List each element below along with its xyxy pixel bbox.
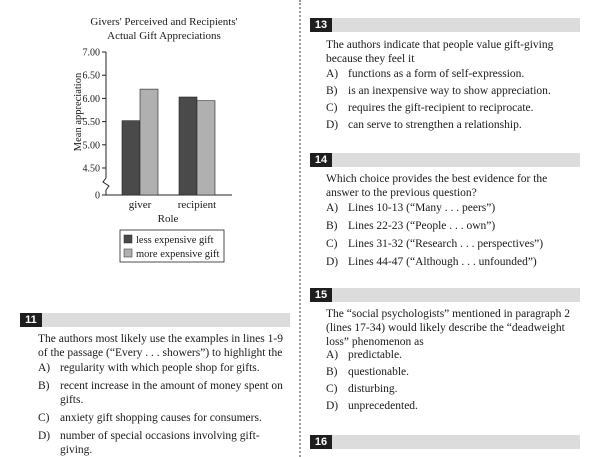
question-15-option-c[interactable] <box>326 382 576 396</box>
y-tick-label: 7.00 <box>82 47 100 59</box>
option-letter: C) <box>326 238 338 250</box>
legend-label: more expensive gift <box>136 249 220 260</box>
bar-recipient-less-expensive <box>179 97 197 195</box>
option-text: number of special occasions involving gift-giving. <box>60 430 260 456</box>
y-tick-label: 4.50 <box>82 163 100 175</box>
option-text: is an inexpensive way to show appreciation. <box>348 85 551 97</box>
option-letter: D) <box>326 256 339 268</box>
option-text: Lines 31-32 (“Research . . . perspectives”) <box>348 238 544 250</box>
question-11-option-c[interactable] <box>38 411 283 425</box>
option-text: anxiety gift shopping causes for consumers. <box>60 412 262 424</box>
option-text: questionable. <box>348 366 409 378</box>
question-15-option-a[interactable] <box>326 348 576 362</box>
column-divider <box>299 0 301 457</box>
question-14-options <box>326 201 576 269</box>
y-tick-label: 5.50 <box>82 117 100 129</box>
option-letter: A) <box>38 362 51 374</box>
bar-giver-more-expensive <box>140 89 158 195</box>
question-13-option-a[interactable] <box>326 67 576 81</box>
question-14-number: 14 <box>310 153 332 167</box>
option-letter: A) <box>326 68 339 80</box>
y-axis-label: Mean appreciation <box>73 72 84 152</box>
question-16-number: 16 <box>310 435 332 449</box>
question-13-option-d[interactable] <box>326 118 576 132</box>
y-tick-label: 5.00 <box>82 140 100 152</box>
axis-break-mark <box>103 178 109 190</box>
y-tick-label: 0 <box>95 190 100 202</box>
option-text: requires the gift-recipient to reciprocate. <box>348 102 534 114</box>
question-14-stem: Which choice provides the best evidence for the answer to the previous question? <box>326 173 548 199</box>
option-letter: D) <box>38 430 51 442</box>
bar-giver-less-expensive <box>122 121 140 195</box>
question-11-option-b[interactable] <box>38 379 283 407</box>
question-11-stem: The authors most likely use the examples in lines 1-9 of the passage (“Every . . . showers”) to highlight the <box>38 333 283 359</box>
question-16-header <box>310 435 580 449</box>
legend-swatch <box>124 235 132 243</box>
question-13-option-b[interactable] <box>326 84 576 98</box>
option-text: Lines 22-23 (“People . . . own”) <box>348 220 496 232</box>
option-text: predictable. <box>348 349 402 361</box>
option-letter: A) <box>326 202 339 214</box>
option-text: regularity with which people shop for gifts. <box>60 362 260 374</box>
question-14-option-c[interactable] <box>326 237 576 251</box>
question-14-option-d[interactable] <box>326 255 576 269</box>
question-11-header <box>20 313 290 327</box>
question-13-option-c[interactable] <box>326 101 576 115</box>
option-letter: B) <box>326 220 338 232</box>
question-15-options <box>326 348 576 413</box>
question-11-option-d[interactable] <box>38 429 283 457</box>
x-tick-label: recipient <box>177 199 217 211</box>
option-text: unprecedented. <box>348 400 418 412</box>
legend-label: less expensive gift <box>136 235 214 246</box>
bar-recipient-more-expensive <box>197 101 215 195</box>
option-text: functions as a form of self-expression. <box>348 68 525 80</box>
question-11-number: 11 <box>20 313 42 327</box>
option-text: recent increase in the amount of money spent on gifts. <box>60 380 283 406</box>
question-11-option-a[interactable] <box>38 361 283 375</box>
question-11-options <box>38 361 283 457</box>
option-text: disturbing. <box>348 383 398 395</box>
question-15-option-b[interactable] <box>326 365 576 379</box>
option-text: Lines 10-13 (“Many . . . peers”) <box>348 202 496 214</box>
option-letter: D) <box>326 400 339 412</box>
y-tick-label: 6.50 <box>82 70 100 82</box>
question-13-stem: The authors indicate that people value gift-giving because they feel it <box>326 39 554 65</box>
x-tick-label: giver <box>128 199 152 211</box>
x-axis-label: Role <box>157 213 179 225</box>
option-text: can serve to strengthen a relationship. <box>348 119 522 131</box>
option-letter: B) <box>38 380 50 392</box>
option-text: Lines 44-47 (“Although . . . unfounded”) <box>348 256 537 268</box>
option-letter: D) <box>326 119 339 131</box>
gift-appreciation-chart <box>0 0 290 290</box>
question-14-option-a[interactable] <box>326 201 576 215</box>
question-14-header <box>310 153 580 167</box>
option-letter: C) <box>326 102 338 114</box>
option-letter: B) <box>326 366 338 378</box>
question-15-header <box>310 288 580 302</box>
option-letter: C) <box>326 383 338 395</box>
question-15-number: 15 <box>310 288 332 302</box>
chart-title-line: Actual Gift Appreciations <box>107 30 221 42</box>
question-15-stem: The “social psychologists” mentioned in paragraph 2 (lines 17-34) would likely describe the “deadweight loss” phenomenon as <box>326 308 570 348</box>
option-letter: B) <box>326 85 338 97</box>
chart-title-line: Givers' Perceived and Recipients' <box>90 16 238 28</box>
question-14-option-b[interactable] <box>326 219 576 233</box>
question-13-header <box>310 18 580 32</box>
y-tick-label: 6.00 <box>82 93 100 105</box>
option-letter: C) <box>38 412 50 424</box>
legend-swatch <box>124 249 132 257</box>
question-13-number: 13 <box>310 18 332 32</box>
question-15-option-d[interactable] <box>326 399 576 413</box>
option-letter: A) <box>326 349 339 361</box>
question-13-options <box>326 67 576 132</box>
